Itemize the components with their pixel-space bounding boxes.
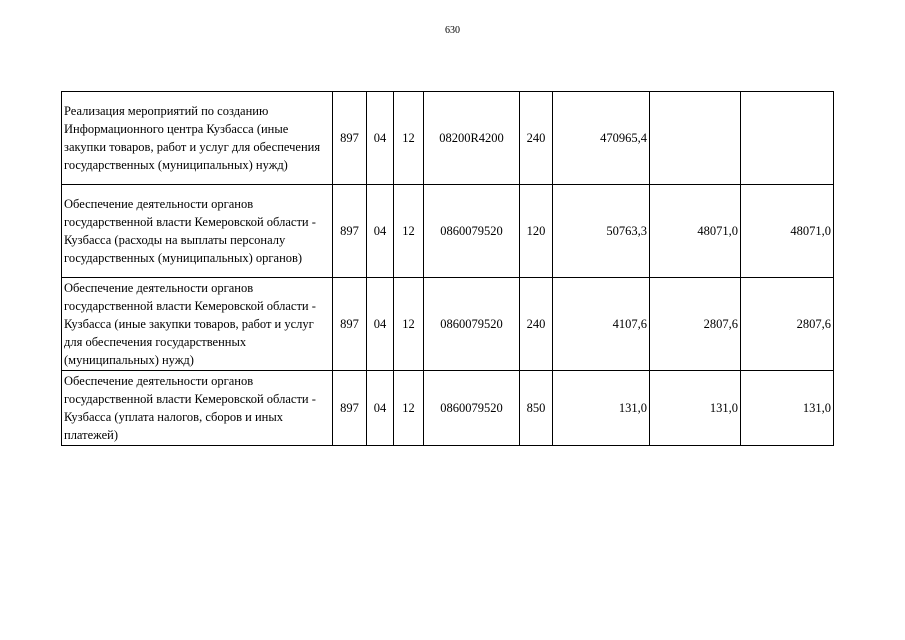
- target-article-code: 08200R4200: [424, 92, 520, 185]
- target-article-code: 0860079520: [424, 371, 520, 446]
- row-description: Обеспечение деятельности органов государственной власти Кемеровской области - Кузбасса (иные закупки товаров, работ и услуг для обеспечения государственных (муниципальных) нужд): [62, 278, 333, 371]
- target-article-code: 0860079520: [424, 278, 520, 371]
- row-description: Обеспечение деятельности органов государственной власти Кемеровской области - Кузбасса (расходы на выплаты персоналу государственных (муниципальных) органов): [62, 185, 333, 278]
- row-description: Реализация мероприятий по созданию Информационного центра Кузбасса (иные закупки товаров, работ и услуг для обеспечения государственных (муниципальных) нужд): [62, 92, 333, 185]
- ministry-code: 897: [333, 92, 367, 185]
- section-code: 04: [367, 278, 394, 371]
- amount-cell-2: 2807,6: [650, 278, 741, 371]
- ministry-code: 897: [333, 185, 367, 278]
- amount-cell-3: 2807,6: [741, 278, 834, 371]
- amount-cell-2: 48071,0: [650, 185, 741, 278]
- expense-type-code: 120: [520, 185, 553, 278]
- table-row: [62, 278, 834, 371]
- subsection-code: 12: [394, 371, 424, 446]
- expense-type-code: 850: [520, 371, 553, 446]
- table-row: [62, 92, 834, 185]
- section-code: 04: [367, 92, 394, 185]
- expense-type-code: 240: [520, 278, 553, 371]
- section-code: 04: [367, 371, 394, 446]
- row-description: Обеспечение деятельности органов государственной власти Кемеровской области - Кузбасса (уплата налогов, сборов и иных платежей): [62, 371, 333, 446]
- table-row: [62, 185, 834, 278]
- table-row: [62, 371, 834, 446]
- section-code: 04: [367, 185, 394, 278]
- page-number: 630: [445, 25, 460, 36]
- amount-cell-1: 4107,6: [553, 278, 650, 371]
- subsection-code: 12: [394, 278, 424, 371]
- amount-cell-2: 131,0: [650, 371, 741, 446]
- expense-type-code: 240: [520, 92, 553, 185]
- subsection-code: 12: [394, 92, 424, 185]
- amount-cell-3: [741, 92, 834, 185]
- target-article-code: 0860079520: [424, 185, 520, 278]
- amount-cell-3: 48071,0: [741, 185, 834, 278]
- amount-cell-3: 131,0: [741, 371, 834, 446]
- amount-cell-2: [650, 92, 741, 185]
- amount-cell-1: 50763,3: [553, 185, 650, 278]
- amount-cell-1: 131,0: [553, 371, 650, 446]
- ministry-code: 897: [333, 371, 367, 446]
- budget-table: [61, 91, 834, 446]
- amount-cell-1: 470965,4: [553, 92, 650, 185]
- subsection-code: 12: [394, 185, 424, 278]
- ministry-code: 897: [333, 278, 367, 371]
